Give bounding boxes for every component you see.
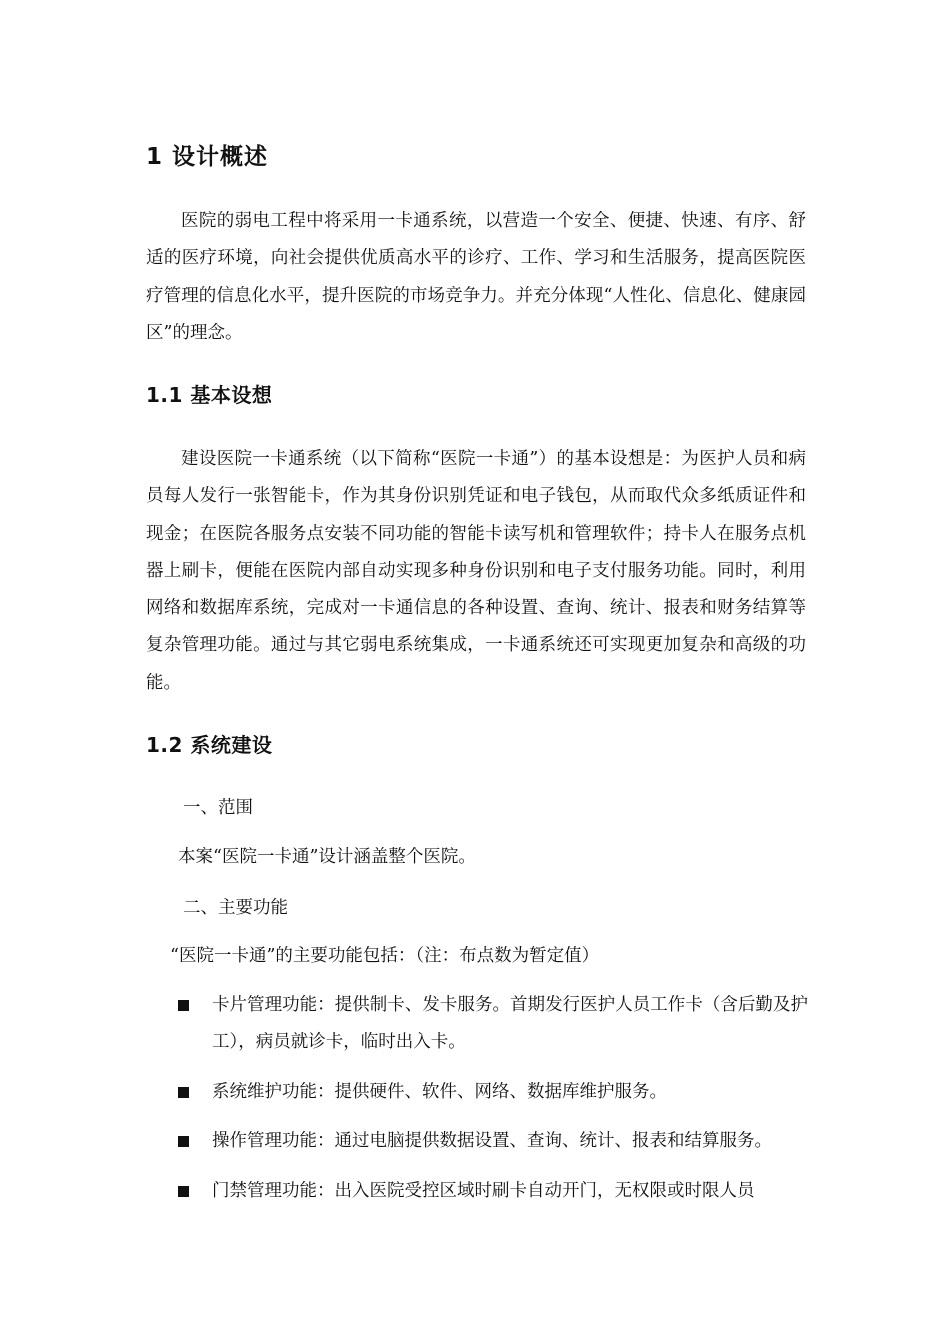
heading-system-construction: 1.2 系统建设 — [146, 733, 273, 757]
square-bullet-icon — [178, 1186, 189, 1197]
square-bullet-icon — [178, 1087, 189, 1098]
intro-paragraph: 医院的弱电工程中将采用一卡通系统，以营造一个安全、便捷、快速、有序、舒适的医疗环境，向社会提供优质高水平的诊疗、工作、学习和生活服务，提高医院医疗管理的信息化水平，提升医院的市场竞争力。并充分体现“人性化、信息化、健康园区”的理念。 — [146, 211, 806, 343]
heading-design-overview: 1 设计概述 — [146, 144, 269, 170]
functions-intro: “医院一卡通”的主要功能包括：（注：布点数为暂定值） — [170, 946, 600, 966]
list-item — [178, 1074, 808, 1111]
list-item-text: 系统维护功能：提供硬件、软件、网络、数据库维护服务。 — [212, 1082, 667, 1102]
list-item — [178, 987, 808, 1062]
list-item-text: 卡片管理功能：提供制卡、发卡服务。首期发行医护人员工作卡（含后勤及护工），病员就诊卡，临时出入卡。 — [212, 995, 808, 1053]
scope-text: 本案“医院一卡通”设计涵盖整个医院。 — [178, 847, 476, 867]
list-item — [178, 1173, 808, 1210]
list-item-text: 操作管理功能：通过电脑提供数据设置、查询、统计、报表和结算服务。 — [212, 1131, 772, 1151]
list-item — [178, 1123, 808, 1160]
heading-basic-concept: 1.1 基本设想 — [146, 383, 273, 407]
functions-label: 二、主要功能 — [183, 898, 288, 918]
basic-concept-paragraph: 建设医院一卡通系统（以下简称“医院一卡通”）的基本设想是：为医护人员和病员每人发行一张智能卡，作为其身份识别凭证和电子钱包，从而取代众多纸质证件和现金；在医院各服务点安装不同功能的智能卡读写机和管理软件；持卡人在服务点机器上刷卡，便能在医院内部自动实现多种身份识别和电子支付服务功能。同时，利用网络和数据库系统，完成对一卡通信息的各种设置、查询、统计、报表和财务结算等复杂管理功能。通过与其它弱电系统集成，一卡通系统还可实现更加复杂和高级的功能。 — [146, 449, 806, 693]
square-bullet-icon — [178, 1136, 189, 1147]
scope-label: 一、范围 — [183, 798, 253, 818]
square-bullet-icon — [178, 1000, 189, 1011]
list-item-text: 门禁管理功能：出入医院受控区域时刷卡自动开门，无权限或时限人员 — [212, 1181, 755, 1201]
